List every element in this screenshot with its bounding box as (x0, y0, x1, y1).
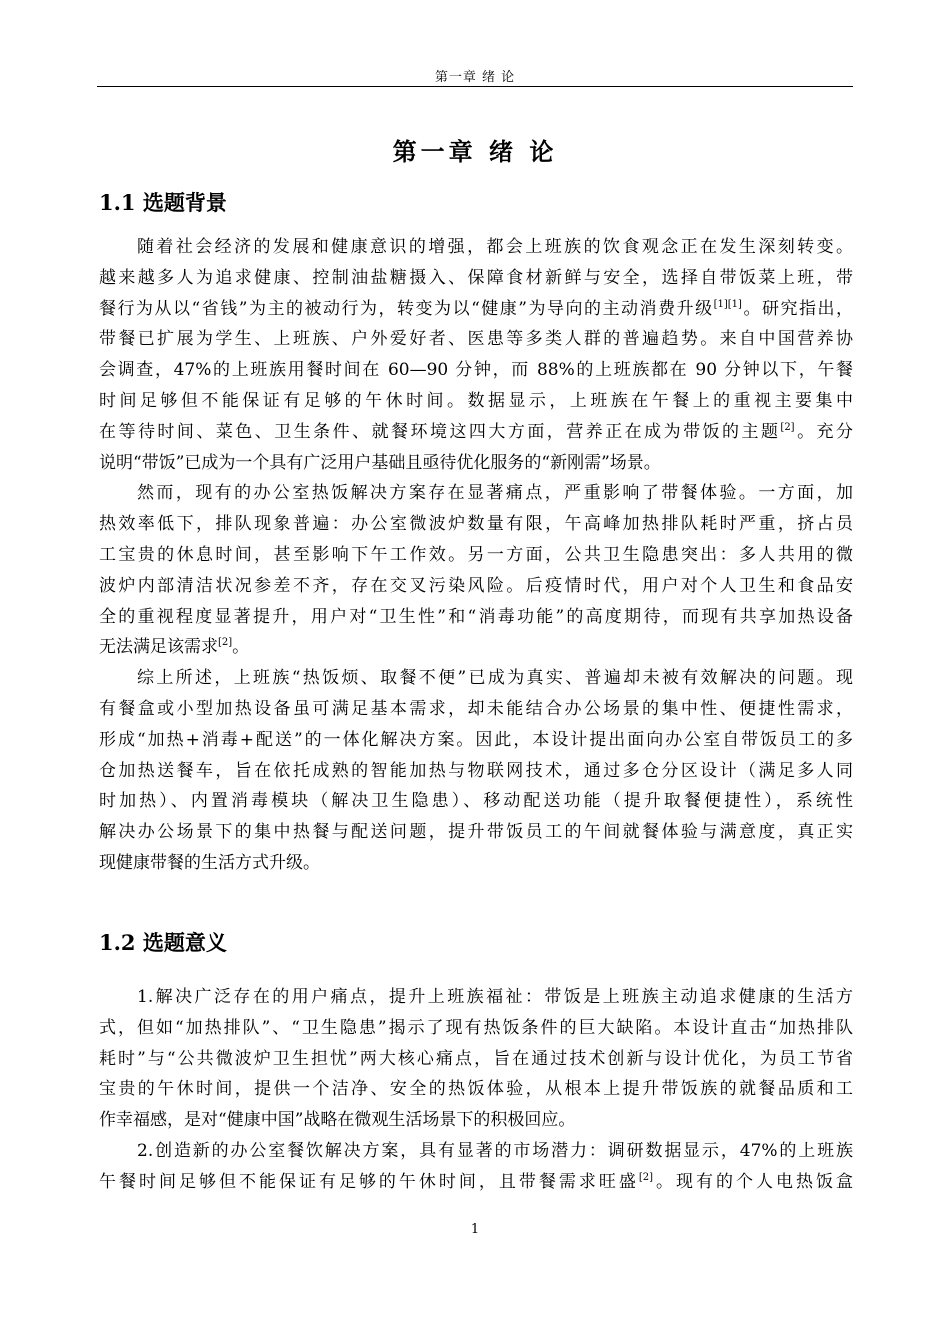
text-line (99, 602, 853, 633)
citation-mark: [2] (638, 1171, 654, 1183)
text-line (99, 663, 853, 694)
text-segment: 无法满足该需求 (99, 637, 218, 658)
text-line (99, 817, 853, 848)
text-segment: 耗时”与“公共微波炉卫生担忧”两大核心痛点，旨在通过技术创新与设计优化，为员工节省 (99, 1048, 853, 1069)
text-segment: 。充分 (794, 421, 854, 442)
text-segment: 工宝贵的休息时间，甚至影响下午工作效。另一方面，公共卫生隐患突出：多人共用的微 (99, 544, 853, 565)
text-segment: 越来越多人为追求健康、控制油盐糖摄入、保障食材新鲜与安全，选择自带饭菜上班，带 (99, 267, 853, 288)
text-segment: 全的重视程度显著提升，用户对“卫生性”和“消毒功能”的高度期待，而现有共享加热设备 (99, 606, 853, 627)
text-segment: 餐行为从以“省钱”为主的被动行为，转变为以“健康”为导向的主动消费升级 (99, 298, 714, 319)
text-segment: 形成“加热+消毒+配送”的一体化解决方案。因此，本设计提出面向办公室自带饭员工的多 (99, 729, 853, 750)
text-line (99, 1044, 853, 1075)
text-segment: 然而，现有的办公室热饭解决方案存在显著痛点，严重影响了带餐体验。一方面，加 (137, 483, 853, 504)
text-segment: 式，但如“加热排队”、“卫生隐患”揭示了现有热饭条件的巨大缺陷。本设计直击“加热排队 (99, 1017, 853, 1038)
text-segment: 。现有的个人电热饭盒 (653, 1171, 854, 1192)
text-line (99, 756, 853, 787)
text-segment: 说明“带饭”已成为一个具有广泛用户基础且亟待优化服务的“新刚需”场景。 (99, 452, 661, 473)
text-line (99, 355, 853, 386)
text-segment: 波炉内部清洁状况参差不齐，存在交叉污染风险。后疫情时代，用户对个人卫生和食品安 (99, 575, 853, 596)
text-segment: 综上所述，上班族“热饭烦、取餐不便”已成为真实、普遍却未被有效解决的问题。现 (137, 668, 853, 689)
text-line (99, 294, 853, 325)
text-line (99, 1013, 853, 1044)
text-line (99, 694, 853, 725)
text-line (99, 786, 853, 817)
text-segment: 随着社会经济的发展和健康意识的增强，都会上班族的饮食观念正在发生深刻转变。 (137, 237, 853, 257)
citation-mark: [2] (218, 637, 233, 649)
text-line (99, 1074, 853, 1105)
citation-mark: [1][1] (713, 298, 742, 310)
text-line (99, 478, 853, 509)
section-1-1-body (99, 232, 853, 879)
text-segment: 带餐已扩展为学生、上班族、户外爱好者、医患等多类人群的普遍趋势。来自中国营养协 (99, 329, 853, 350)
citation-mark: [2] (780, 421, 795, 433)
text-line (99, 571, 853, 602)
text-line (99, 417, 853, 448)
text-segment: 仓加热送餐车，旨在依托成熟的智能加热与物联网技术，通过多仓分区设计（满足多人同 (99, 760, 853, 781)
text-segment: 时间足够但不能保证有足够的午休时间。数据显示，上班族在午餐上的重视主要集中 (99, 390, 853, 411)
text-segment: 作幸福感，是对“健康中国”战略在微观生活场景下的积极回应。 (99, 1110, 576, 1131)
running-header: 第一章 绪 论 (434, 70, 516, 85)
text-line (99, 1167, 853, 1198)
text-line (99, 725, 853, 756)
header-rule (97, 86, 853, 87)
page-number: 1 (470, 1222, 480, 1237)
section-heading-1-1: 1.1 选题背景 (99, 190, 227, 215)
text-line (99, 509, 853, 540)
text-segment: 。研究指出， (741, 298, 854, 319)
text-segment: 会调查，47%的上班族用餐时间在 60—90 分钟，而 88%的上班族都在 90 分钟以下，午餐 (99, 360, 853, 381)
text-line (99, 540, 853, 571)
text-line (99, 632, 853, 663)
text-line (99, 324, 853, 355)
section-heading-1-2: 1.2 选题意义 (99, 930, 227, 955)
text-segment: 在等待时间、菜色、卫生条件、就餐环境这四大方面，营养正在成为带饭的主题 (99, 421, 781, 442)
text-segment: 。 (232, 637, 250, 658)
text-line (99, 448, 853, 479)
text-segment: 2.创造新的办公室餐饮解决方案，具有显著的市场潜力：调研数据显示，47%的上班族 (137, 1140, 853, 1161)
text-segment: 午餐时间足够但不能保证有足够的午休时间，且带餐需求旺盛 (99, 1171, 639, 1192)
section-1-2-body (99, 982, 853, 1198)
text-line (99, 232, 853, 263)
text-line (99, 1136, 853, 1167)
text-segment: 现健康带餐的生活方式升级。 (99, 852, 320, 873)
text-segment: 解决办公场景下的集中热餐与配送问题，提升带饭员工的午间就餐体验与满意度，真正实 (99, 822, 853, 843)
text-segment: 有餐盒或小型加热设备虽可满足基本需求，却未能结合办公场景的集中性、便捷性需求， (99, 698, 853, 719)
text-line (99, 263, 853, 294)
text-line (99, 982, 853, 1013)
chapter-title: 第一章 绪 论 (392, 137, 558, 166)
text-line (99, 1105, 853, 1136)
text-segment: 热效率低下，排队现象普遍：办公室微波炉数量有限，午高峰加热排队耗时严重，挤占员 (99, 514, 853, 535)
text-segment: 1.解决广泛存在的用户痛点，提升上班族福祉：带饭是上班族主动追求健康的生活方 (137, 987, 853, 1007)
text-line (99, 848, 853, 879)
text-line (99, 386, 853, 417)
text-segment: 时加热）、内置消毒模块（解决卫生隐患）、移动配送功能（提升取餐便捷性），系统性 (99, 791, 853, 812)
text-segment: 宝贵的午休时间，提供一个洁净、安全的热饭体验，从根本上提升带饭族的就餐品质和工 (99, 1079, 853, 1100)
